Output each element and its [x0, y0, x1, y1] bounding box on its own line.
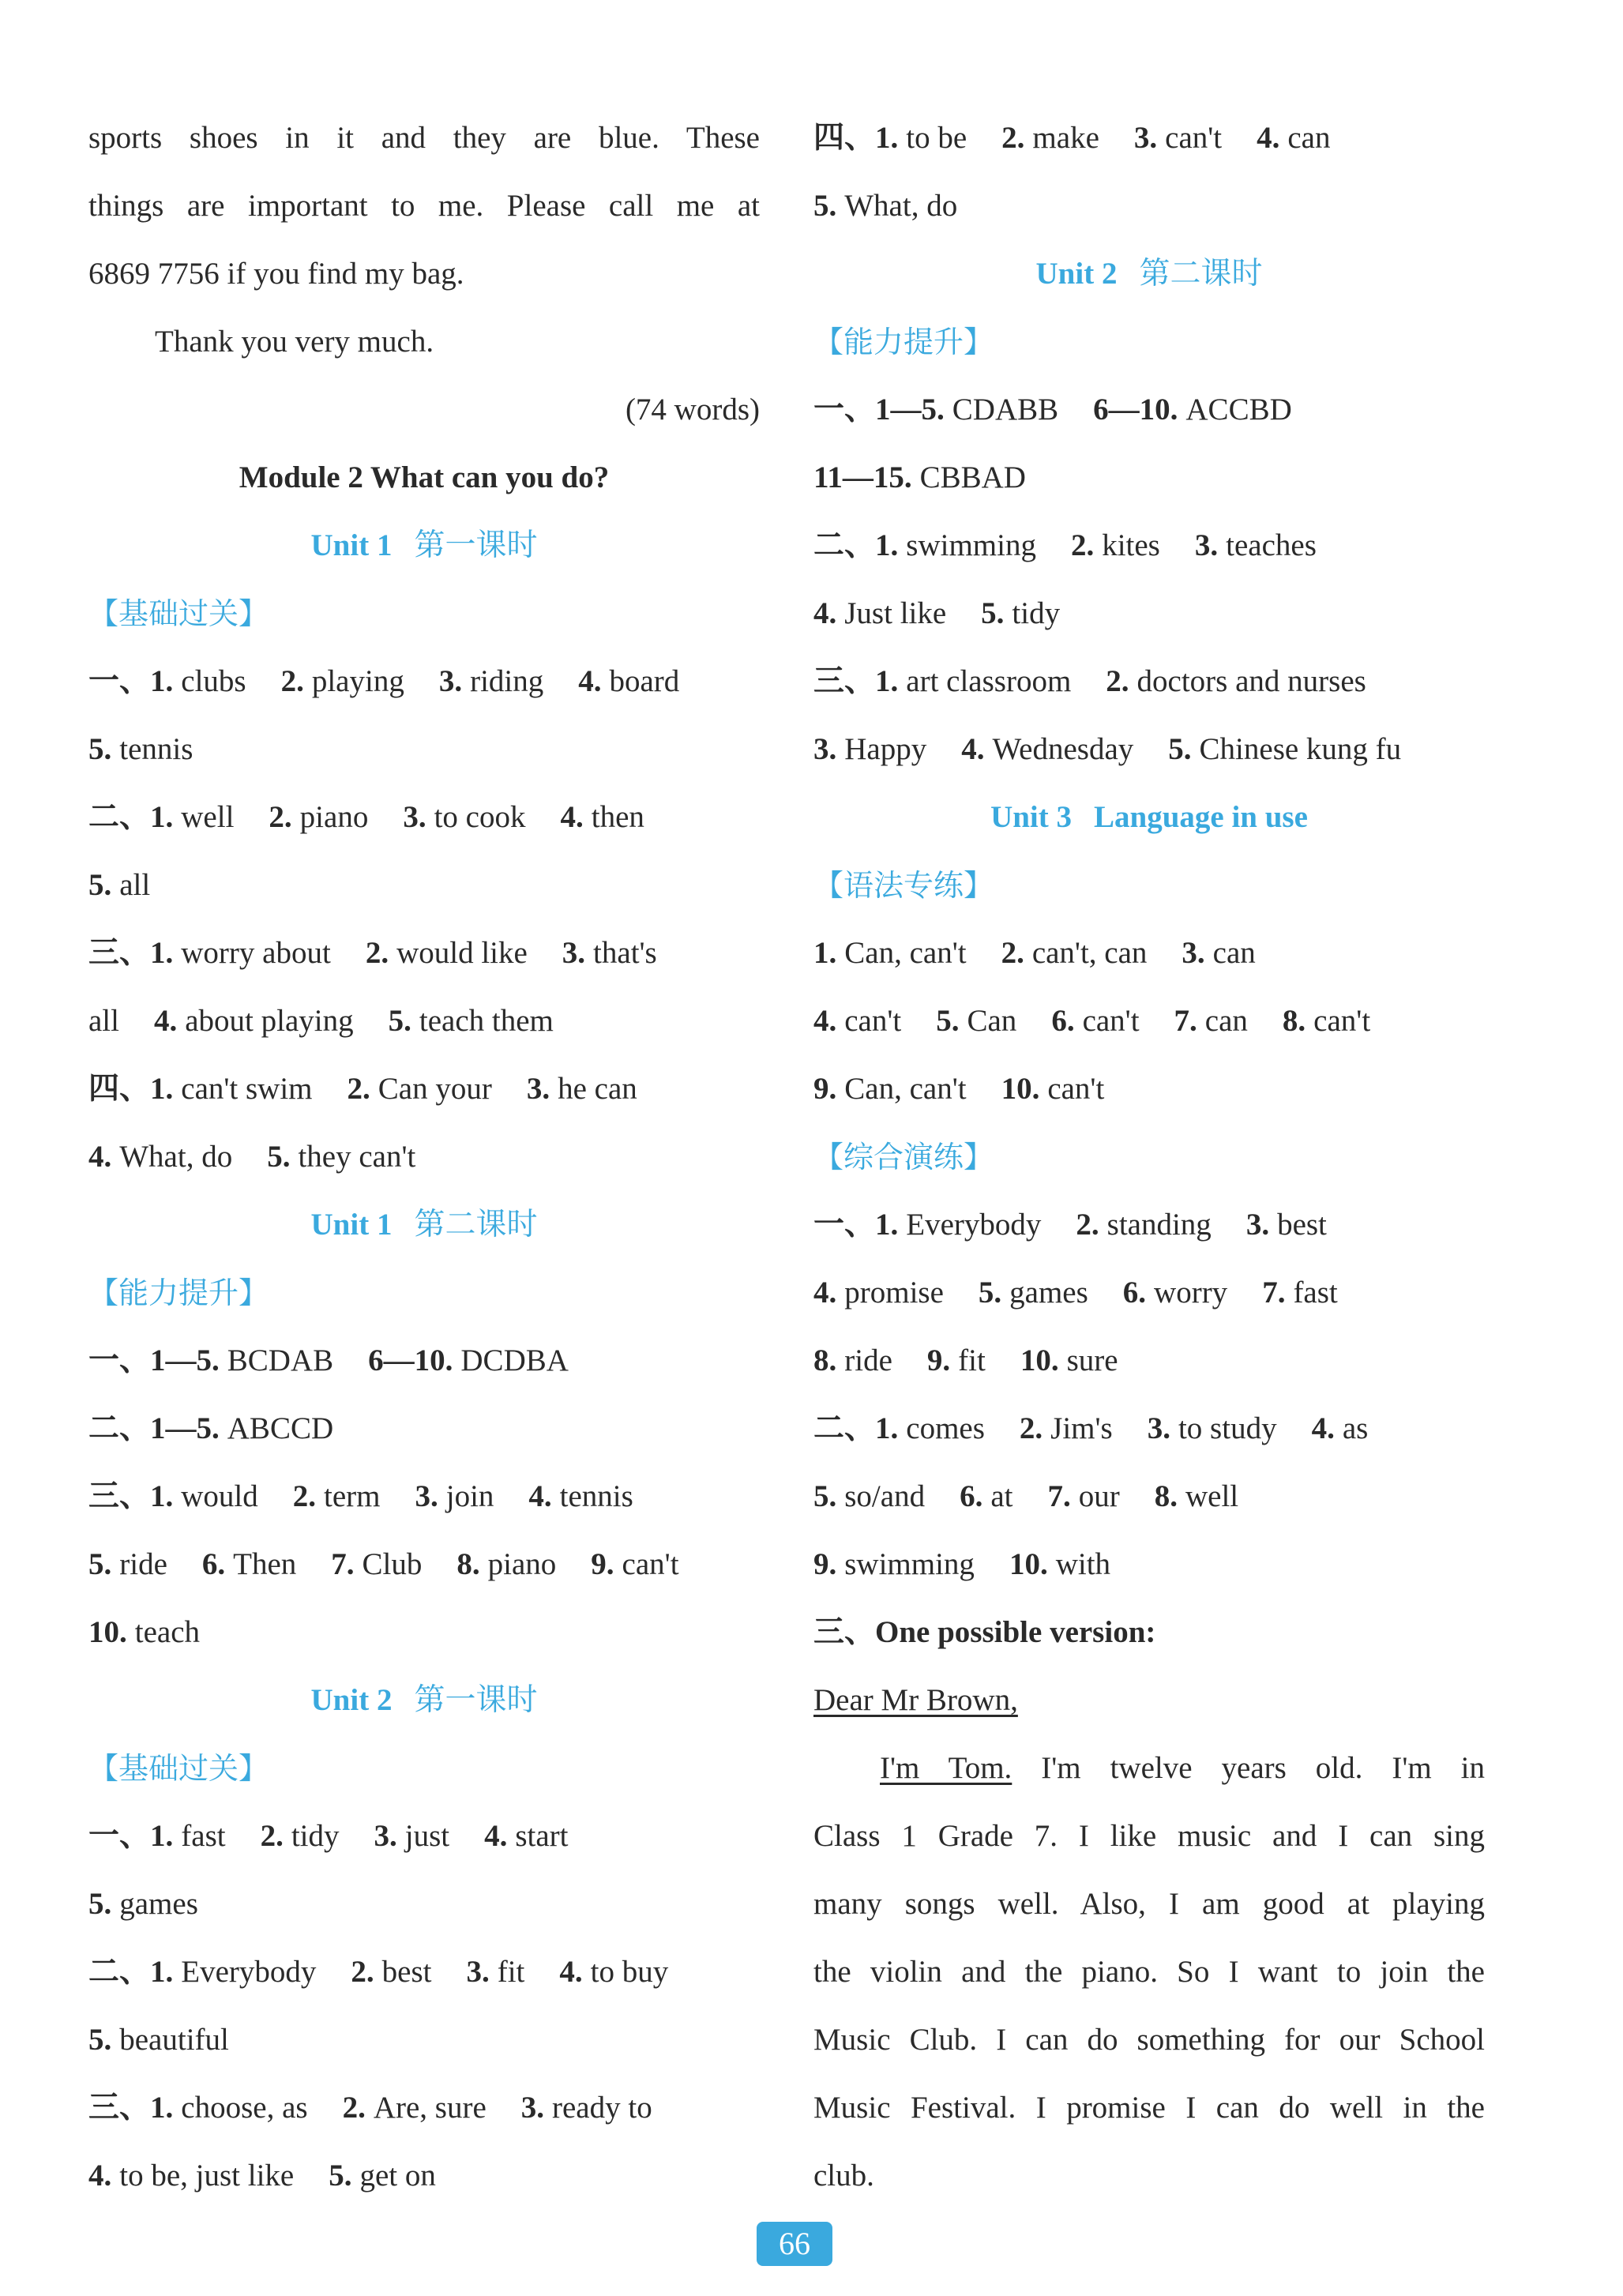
page-number: 66 — [757, 2222, 832, 2266]
answer-line: 8. ride 9. fit 10. sure — [813, 1343, 1118, 1377]
section-tag: 【能力提升】 — [88, 1276, 269, 1310]
answer-line: 11—15. CBBAD — [813, 460, 1026, 494]
answer-line: 5. so/and 6. at 7. our 8. well — [813, 1479, 1239, 1513]
answer-line: 9. swimming 10. with — [813, 1547, 1111, 1581]
section-tag: 【能力提升】 — [813, 325, 994, 359]
letter-line: 6869 7756 if you find my bag. — [88, 257, 464, 291]
unit-heading: Unit 3 Language in use — [990, 800, 1308, 834]
left-column — [88, 104, 760, 2210]
answer-line: 5. games — [88, 1887, 198, 1921]
answer-line: 二、1. well 2. piano 3. to cook 4. then — [88, 799, 644, 835]
answer-line: 4. can't 5. Can 6. can't 7. can 8. can't — [813, 1004, 1371, 1038]
answer-line: 二、1—5. ABCCD — [88, 1411, 334, 1446]
right-column — [813, 104, 1485, 2210]
answer-line: 4. What, do 5. they can't — [88, 1140, 416, 1174]
unit-heading: Unit 1 第二课时 — [310, 1207, 538, 1242]
answer-line: 5. beautiful — [88, 2023, 229, 2057]
essay-greeting: Dear Mr Brown, — [813, 1683, 1018, 1717]
section-tag: 【语法专练】 — [813, 868, 994, 903]
answer-line: 一、1. clubs 2. playing 3. riding 4. board — [88, 663, 680, 699]
answer-line: 三、1. choose, as 2. Are, sure 3. ready to — [88, 2090, 652, 2125]
answer-line: 四、1. to be 2. make 3. can't 4. can — [813, 120, 1331, 156]
answer-line: 10. teach — [88, 1615, 201, 1649]
word-count: (74 words) — [625, 393, 760, 427]
answer-line: 1. Can, can't 2. can't, can 3. can — [813, 936, 1256, 970]
letter-closing: Thank you very much. — [155, 325, 434, 359]
answer-line: 二、1. comes 2. Jim's 3. to study 4. as — [813, 1411, 1369, 1446]
letter-line: things are important to me. Please call me at — [88, 189, 760, 223]
answer-line: 5. tennis — [88, 732, 193, 766]
essay-line: Music Festival. I promise I can do well in the — [813, 2091, 1485, 2125]
section-tag: 【基础过关】 — [88, 596, 269, 631]
answer-line: 4. promise 5. games 6. worry 7. fast — [813, 1276, 1338, 1310]
answer-line: 5. ride 6. Then 7. Club 8. piano 9. can't — [88, 1547, 679, 1581]
answer-line: 一、1. fast 2. tidy 3. just 4. start — [88, 1818, 569, 1854]
unit-heading: Unit 1 第一课时 — [310, 528, 538, 563]
answer-line: 4. to be, just like 5. get on — [88, 2159, 436, 2193]
essay-line: I'm Tom. I'm twelve years old. I'm in — [880, 1751, 1485, 1785]
section-tag: 【基础过关】 — [88, 1751, 269, 1786]
unit-heading: Unit 2 第二课时 — [1035, 256, 1263, 291]
answer-line: 5. What, do — [813, 189, 958, 223]
essay-line: many songs well. Also, I am good at playing — [813, 1887, 1485, 1921]
module-title: Module 2 What can you do? — [239, 460, 610, 494]
answer-line: 二、1. swimming 2. kites 3. teaches — [813, 528, 1317, 563]
answer-line: 三、One possible version: — [813, 1614, 1156, 1650]
answer-line: 5. all — [88, 868, 151, 902]
answer-line: 3. Happy 4. Wednesday 5. Chinese kung fu — [813, 732, 1402, 766]
answer-line: 4. Just like 5. tidy — [813, 596, 1061, 630]
essay-line: Class 1 Grade 7. I like music and I can sing — [813, 1819, 1485, 1853]
answer-line: 三、1. art classroom 2. doctors and nurses — [813, 663, 1366, 699]
answer-line: 三、1. worry about 2. would like 3. that's — [88, 935, 657, 971]
answer-line: 二、1. Everybody 2. best 3. fit 4. to buy — [88, 1954, 669, 1990]
essay-line: the violin and the piano. So I want to join the — [813, 1955, 1485, 1989]
essay-line: Music Club. I can do something for our School — [813, 2023, 1485, 2057]
answer-line: all 4. about playing 5. teach them — [88, 1004, 554, 1038]
answer-line: 9. Can, can't 10. can't — [813, 1072, 1105, 1106]
answer-line: 三、1. would 2. term 3. join 4. tennis — [88, 1479, 633, 1514]
letter-line: sports shoes in it and they are blue. These — [88, 121, 760, 155]
answer-line: 一、1—5. CDABB 6—10. ACCBD — [813, 392, 1292, 427]
unit-heading: Unit 2 第一课时 — [310, 1682, 538, 1718]
section-tag: 【综合演练】 — [813, 1140, 994, 1174]
answer-line: 四、1. can't swim 2. Can your 3. he can — [88, 1071, 637, 1107]
answer-line: 一、1. Everybody 2. standing 3. best — [813, 1207, 1327, 1242]
essay-line: club. — [813, 2159, 874, 2193]
answer-line: 一、1—5. BCDAB 6—10. DCDBA — [88, 1343, 569, 1378]
